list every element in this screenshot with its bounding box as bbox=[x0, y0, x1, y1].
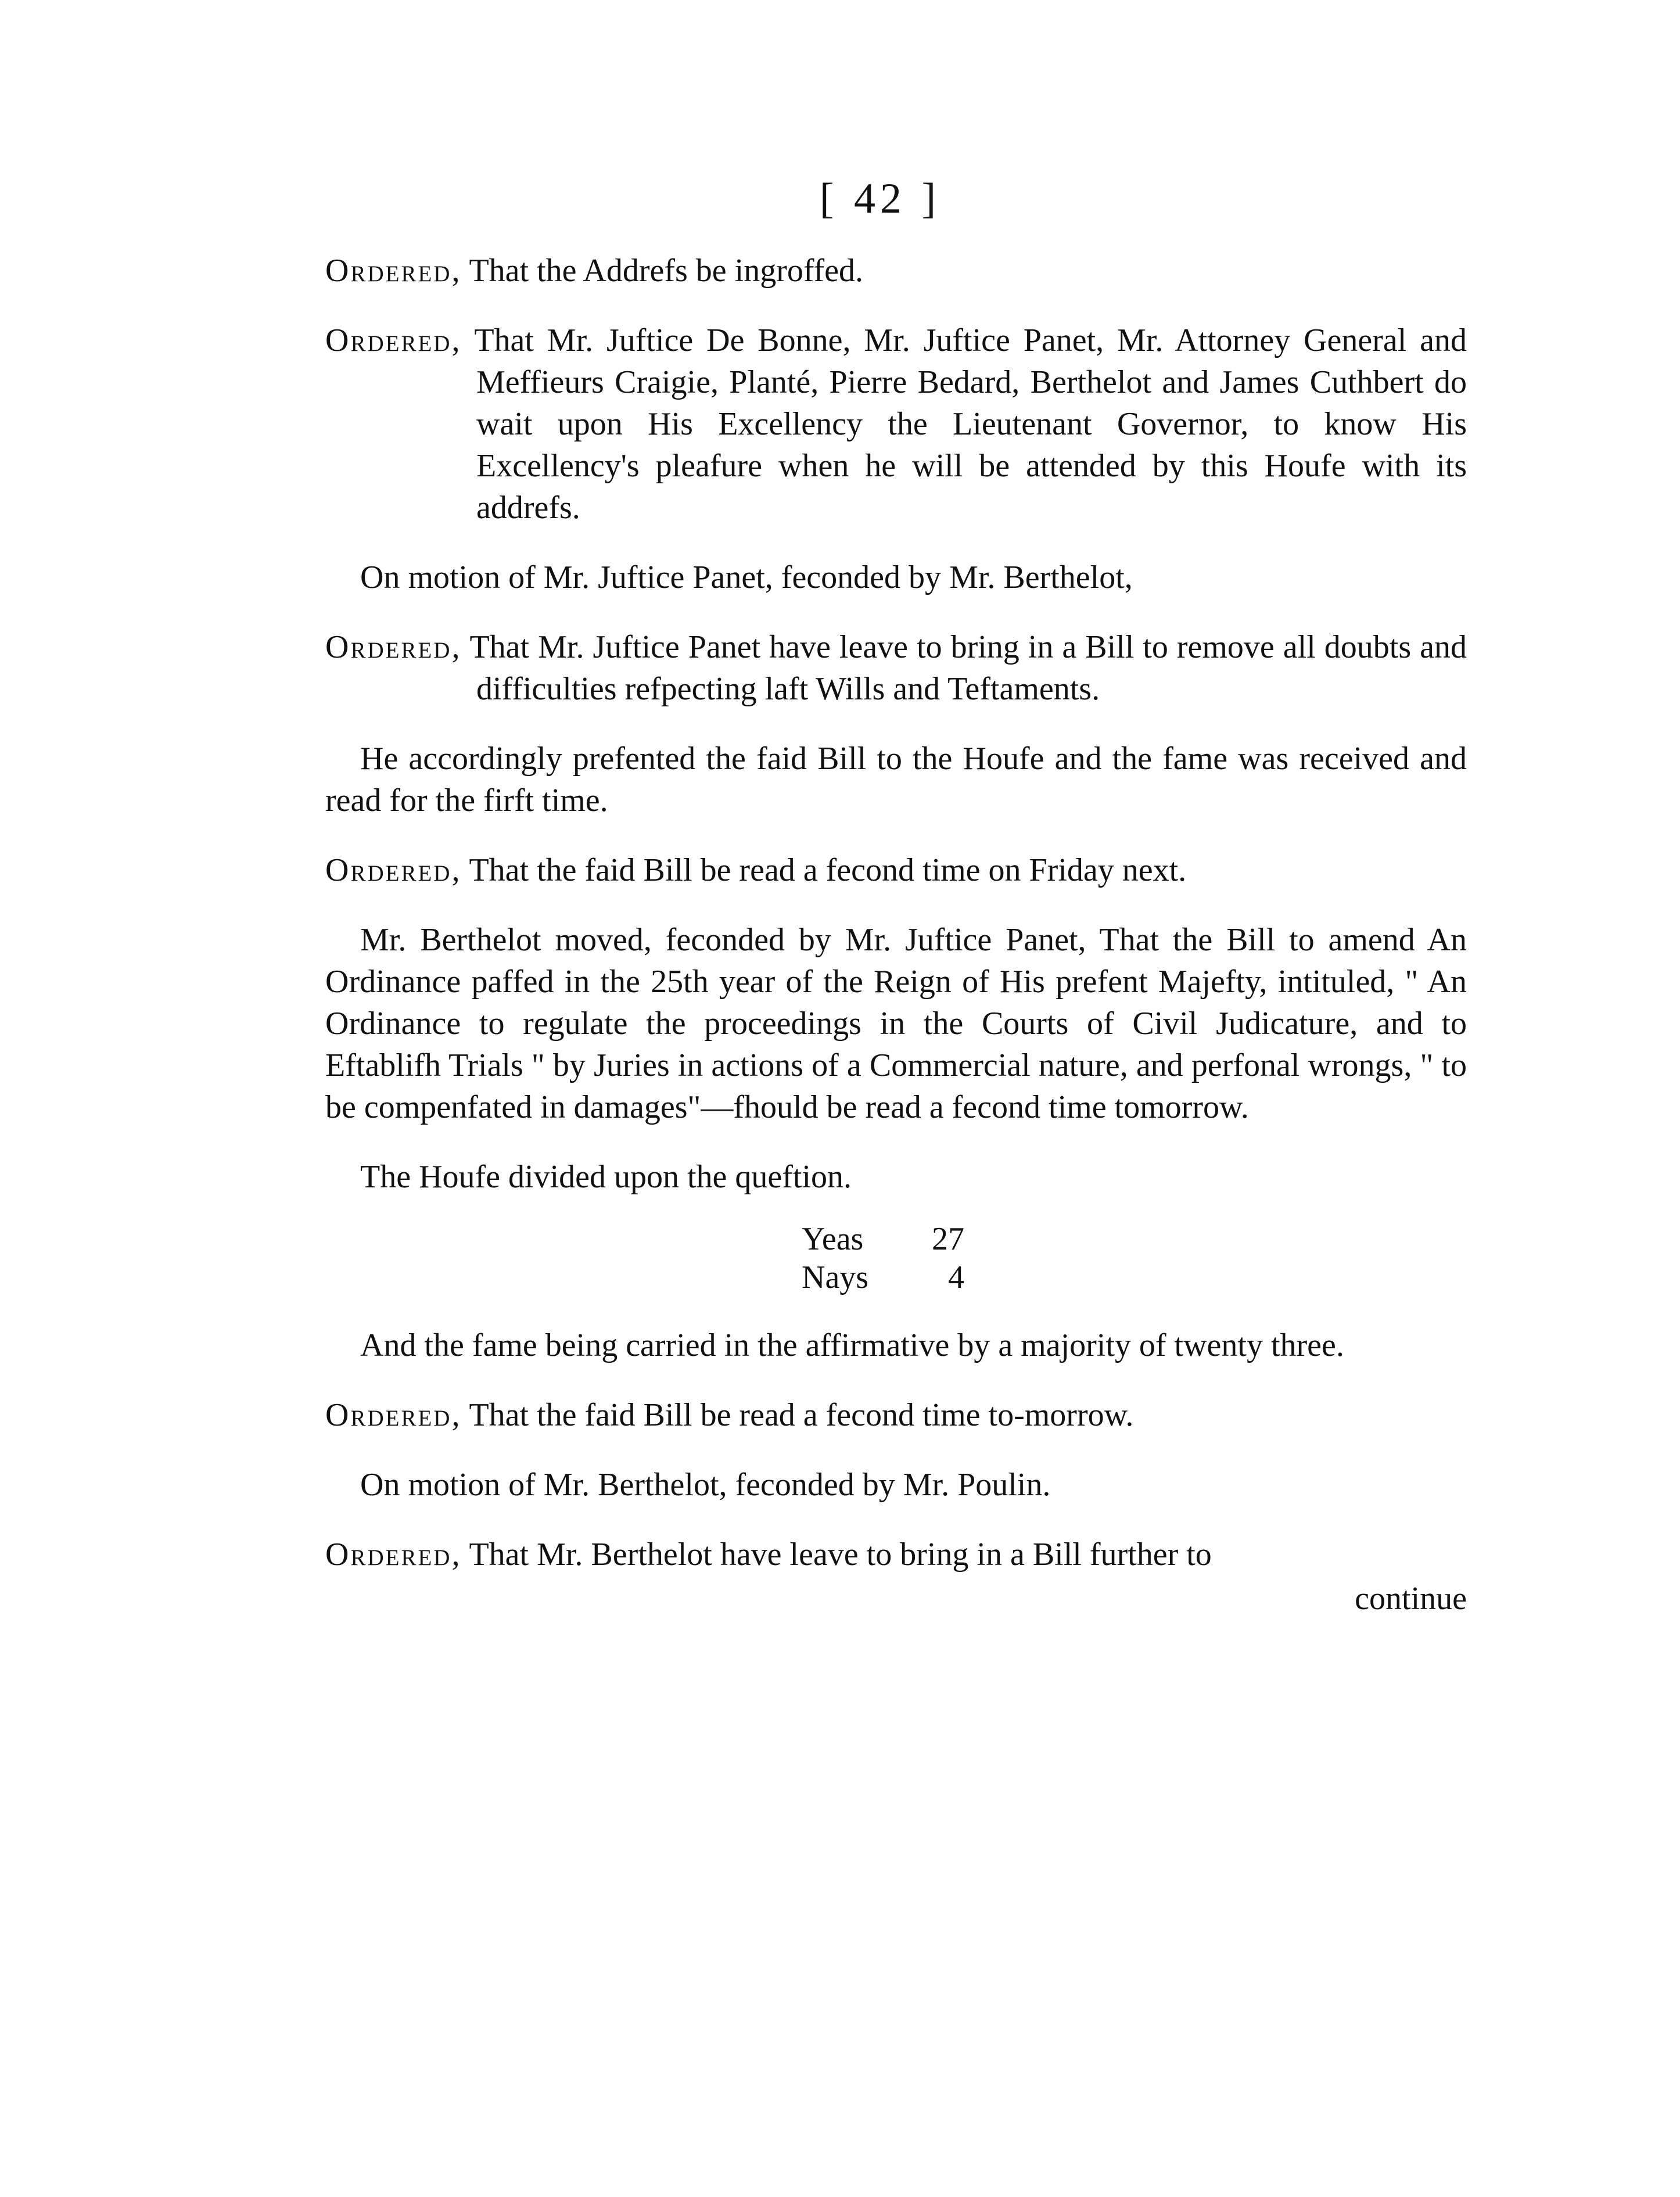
page-number: [ 42 ] bbox=[819, 175, 941, 222]
paragraph-text: That Mr. Juftice De Bonne, Mr. Juftice Panet, Mr. Attorney General and Meffieurs Craigie, Planté, Pierre Bedard, Berthelot and James Cuthbert do wait upon His Excellency the Lieutenant Governor, to know His Excellency's pleafure when he will be attended by this Houfe with its addrefs. bbox=[474, 322, 1467, 526]
paragraph-text: And the fame being carried in the affirmative by a majority of twenty three. bbox=[360, 1327, 1344, 1363]
paragraph-ordered-further-continue bbox=[325, 1534, 1467, 1575]
nays-label: Nays bbox=[802, 1259, 869, 1295]
paragraph-text: Mr. Berthelot moved, feconded by Mr. Juftice Panet, That the Bill to amend An Ordinance paffed in the 25th year of the Reign of His prefent Majefty, intituled, " An Ordinance to regulate the proceedings in the Courts of Civil Judicature, and to Eftablifh Trials " by Juries in actions of a Commercial nature, and perfonal wrongs, " to be compenfated in damages"—fhould be read a fecond time tomorrow. bbox=[325, 922, 1467, 1125]
paragraph-motion-berthelot bbox=[325, 1464, 1467, 1506]
yeas-row bbox=[802, 1220, 964, 1258]
nays-row bbox=[802, 1258, 964, 1297]
ordered-label: Ordered, bbox=[325, 322, 462, 358]
paragraph-text: That the faid Bill be read a fecond time to-morrow. bbox=[469, 1397, 1134, 1433]
paragraph-house-divided bbox=[325, 1156, 1467, 1198]
paragraph-text: That the Addrefs be ingroffed. bbox=[469, 253, 863, 289]
yeas-count: 27 bbox=[932, 1221, 964, 1257]
paragraph-text: That Mr. Juftice Panet have leave to bring in a Bill to remove all doubts and difficulties refpecting laft Wills and Teftaments. bbox=[469, 629, 1467, 707]
yeas-label: Yeas bbox=[802, 1221, 864, 1257]
ordered-label: Ordered, bbox=[325, 253, 462, 289]
paragraph-berthelot-motion bbox=[325, 919, 1467, 1128]
paragraph-text: On motion of Mr. Juftice Panet, feconded by Mr. Berthelot, bbox=[360, 559, 1133, 595]
paragraph-ordered-wills-bill bbox=[325, 626, 1467, 710]
catchword: continue bbox=[1355, 1581, 1467, 1617]
vote-tally bbox=[325, 1220, 1467, 1297]
paragraph-ordered-wait-upon-governor bbox=[325, 320, 1467, 529]
paragraph-text: That the faid Bill be read a fecond time on Friday next. bbox=[469, 852, 1187, 888]
ordered-label: Ordered, bbox=[325, 629, 462, 665]
paragraph-majority bbox=[325, 1324, 1467, 1366]
ordered-label: Ordered, bbox=[325, 1397, 462, 1433]
paragraph-ordered-second-reading-tomorrow bbox=[325, 1394, 1467, 1436]
page-body bbox=[325, 250, 1467, 1620]
paragraph-ordered-ingrossed bbox=[325, 250, 1467, 292]
paragraph-ordered-second-reading-friday bbox=[325, 849, 1467, 891]
nays-count: 4 bbox=[948, 1259, 964, 1295]
paragraph-text: The Houfe divided upon the queftion. bbox=[360, 1159, 852, 1195]
ordered-label: Ordered, bbox=[325, 1537, 462, 1573]
paragraph-text: That Mr. Berthelot have leave to bring in a Bill further to bbox=[469, 1537, 1212, 1573]
paragraph-bill-presented bbox=[325, 738, 1467, 821]
paragraph-text: On motion of Mr. Berthelot, feconded by Mr. Poulin. bbox=[360, 1467, 1051, 1503]
ordered-label: Ordered, bbox=[325, 852, 462, 888]
paragraph-motion-panet bbox=[325, 557, 1467, 598]
paragraph-text: He accordingly prefented the faid Bill to the Houfe and the fame was received and read for the firft time. bbox=[325, 741, 1467, 819]
